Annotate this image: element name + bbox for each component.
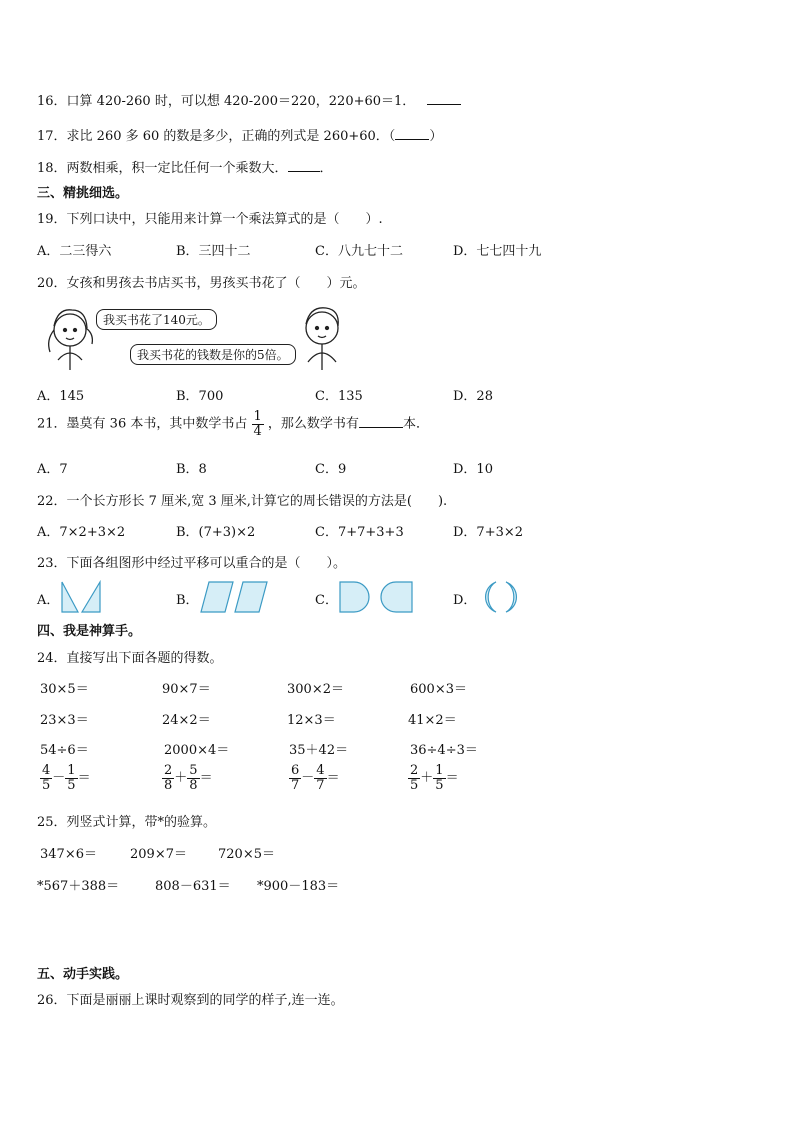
close-paren: ）: [429, 129, 443, 144]
option-c[interactable]: C．八九七十二: [315, 244, 403, 259]
question-16: [37, 90, 461, 109]
question-24-text: 24．直接写出下面各题的得数。: [37, 651, 223, 666]
numerator: 4: [42, 763, 51, 778]
answer-blank[interactable]: [427, 104, 461, 105]
operator: ＋: [174, 770, 188, 786]
section-title-5: 五、动手实践。: [37, 967, 129, 982]
end-mark: ．: [319, 161, 333, 176]
calc-item: 23×3＝: [40, 713, 89, 728]
question-25-text: 25．列竖式计算，带*的验算。: [37, 815, 217, 830]
option-b[interactable]: B．: [176, 593, 199, 608]
option-a[interactable]: A．二三得六: [37, 244, 112, 259]
question-20-text: 20．女孩和男孩去书店买书，男孩买书花了（ ）元。: [37, 276, 366, 291]
question-26-text: 26．下面是丽丽上课时观察到的同学的样子,连一连。: [37, 993, 344, 1008]
numerator: 2: [164, 763, 173, 778]
denominator: 7: [316, 777, 325, 793]
question-19-text: 19．下列口诀中，只能用来计算一个乘法算式的是（ ）.: [37, 212, 383, 227]
option-d[interactable]: D．: [453, 593, 477, 608]
section-title-4: 四、我是神算手。: [37, 624, 142, 639]
calc-item: 30×5＝: [40, 682, 89, 697]
question-21-end: 本．: [402, 416, 429, 432]
option-a[interactable]: A．7×2+3×2: [37, 525, 126, 540]
operator: －: [52, 770, 66, 786]
option-d[interactable]: D．七七四十九: [453, 244, 542, 259]
numerator: 6: [291, 763, 300, 778]
fraction-calc: [162, 764, 213, 792]
answer-blank[interactable]: [288, 171, 320, 172]
calc-item: 54÷6＝: [40, 743, 89, 758]
equals: ＝: [445, 770, 459, 786]
fraction: [252, 410, 264, 438]
option-d[interactable]: D．7+3×2: [453, 525, 524, 540]
calc-item: 90×7＝: [162, 682, 211, 697]
denominator: 4: [253, 423, 262, 439]
numerator: 1: [253, 409, 262, 424]
numerator: 4: [316, 763, 325, 778]
equals: ＝: [326, 770, 340, 786]
option-d[interactable]: D．10: [453, 462, 493, 477]
fraction-calc: [40, 764, 91, 792]
numerator: 1: [67, 763, 76, 778]
boy-figure: [306, 308, 338, 370]
option-a[interactable]: A．145: [37, 389, 85, 404]
option-b[interactable]: B．8: [176, 462, 207, 477]
triangles-shape: [60, 580, 104, 614]
equals: ＝: [199, 770, 213, 786]
calc-item: 720×5＝: [218, 847, 275, 862]
calc-item: 2000×4＝: [164, 743, 230, 758]
calc-item: *567＋388＝: [37, 879, 120, 894]
option-c[interactable]: C．135: [315, 389, 363, 404]
calc-item: 300×2＝: [287, 682, 344, 697]
girl-figure: [49, 310, 93, 370]
calc-item: 24×2＝: [162, 713, 211, 728]
calc-item: 35＋42＝: [289, 743, 349, 758]
denominator: 8: [189, 777, 198, 793]
calc-item: 808－631＝: [155, 879, 231, 894]
section-title-3: 三、精挑细选。: [37, 186, 129, 201]
answer-blank[interactable]: [395, 139, 429, 140]
fraction-calc: [408, 764, 459, 792]
question-23-text: 23．下面各组图形中经过平移可以重合的是（ ）。: [37, 556, 347, 571]
calc-item: *900－183＝: [257, 879, 340, 894]
question-22-text: 22．一个长方形长 7 厘米,宽 3 厘米,计算它的周长错误的方法是( ).: [37, 494, 448, 509]
calc-item: 600×3＝: [410, 682, 467, 697]
question-17: [37, 125, 442, 144]
option-b[interactable]: B．(7+3)×2: [176, 525, 256, 540]
question-17-text: 17．求比 260 多 60 的数是多少，正确的列式是 260+60．（: [37, 129, 396, 144]
denominator: 5: [435, 777, 444, 793]
question-18: [37, 157, 333, 176]
fraction-calc: [289, 764, 340, 792]
option-a[interactable]: A．7: [37, 462, 68, 477]
denominator: 5: [42, 777, 51, 793]
denominator: 7: [291, 777, 300, 793]
denominator: 8: [164, 777, 173, 793]
numerator: 5: [189, 763, 198, 778]
girl-speech-bubble: 我买书花了140元。: [96, 309, 217, 330]
option-a[interactable]: A．: [37, 593, 60, 608]
question-21-post: ，那么数学书有: [267, 416, 359, 432]
option-b[interactable]: B．三四十二: [176, 244, 251, 259]
option-b[interactable]: B．700: [176, 389, 224, 404]
operator: ＋: [420, 770, 434, 786]
crescents-shape: [476, 580, 526, 614]
calc-item: 12×3＝: [287, 713, 336, 728]
calc-item: 347×6＝: [40, 847, 97, 862]
calc-item: 36÷4÷3＝: [410, 743, 478, 758]
answer-blank[interactable]: [359, 427, 403, 428]
numerator: 2: [410, 763, 419, 778]
boy-speech-bubble: 我买书花的钱数是你的5倍。: [130, 344, 296, 365]
option-c[interactable]: C．7+7+3+3: [315, 525, 404, 540]
denominator: 5: [67, 777, 76, 793]
equals: ＝: [77, 770, 91, 786]
denominator: 5: [410, 777, 419, 793]
question-18-text: 18．两数相乘，积一定比任何一个乘数大．: [37, 161, 288, 176]
option-c[interactable]: C．: [315, 593, 338, 608]
option-d[interactable]: D．28: [453, 389, 493, 404]
parallelograms-shape: [199, 580, 269, 614]
operator: －: [301, 770, 315, 786]
question-21: [37, 410, 429, 438]
half-circles-shape: [338, 580, 414, 614]
calc-item: 41×2＝: [408, 713, 457, 728]
question-16-text: 16．口算 420-260 时，可以想 420-200＝220，220+60＝1．: [37, 94, 416, 109]
numerator: 1: [435, 763, 444, 778]
calc-item: 209×7＝: [130, 847, 187, 862]
option-c[interactable]: C．9: [315, 462, 347, 477]
question-21-pre: 21．墨莫有 36 本书，其中数学书占: [37, 416, 248, 432]
